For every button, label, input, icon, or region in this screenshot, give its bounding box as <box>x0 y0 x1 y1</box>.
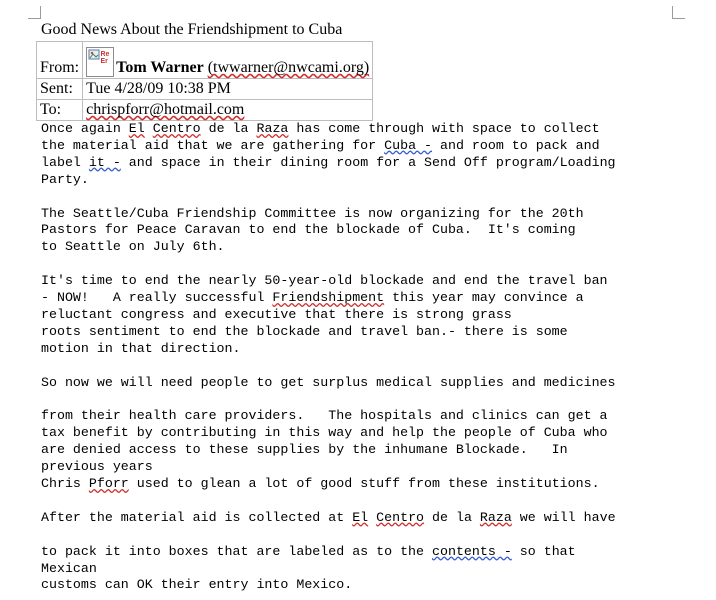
body-line <box>41 493 706 510</box>
photo-alt-line-1: Re <box>100 51 110 58</box>
body-line: from their health care providers. The hospitals and clinics can get a <box>41 408 608 424</box>
body-line: to pack it into boxes that are labeled as to the contents - so that <box>41 543 576 559</box>
page-corner-mark-left <box>28 6 41 19</box>
body-line: roots sentiment to end the blockade and travel ban.- there is some <box>41 323 568 339</box>
sender-email[interactable]: (twwarner@nwcami.org) <box>207 59 370 76</box>
broken-image-icon <box>87 48 113 76</box>
spelling-flag: El <box>352 509 369 525</box>
body-line <box>41 358 706 375</box>
sender-name: Tom Warner <box>116 59 204 76</box>
body-line: Mexican <box>41 560 97 576</box>
body-line: the material aid that we are gathering for Cuba - and room to pack and <box>41 137 600 153</box>
body-line: It's time to end the nearly 50-year-old blockade and end the travel ban <box>41 273 608 289</box>
spelling-flag: Pforr <box>88 476 129 492</box>
from-value <box>83 42 373 79</box>
body-line: are denied access to these supplies by the inhumane Blockade. In <box>41 442 568 458</box>
from-row <box>37 42 373 79</box>
spelling-flag: El <box>128 121 145 136</box>
spelling-flag: Raza <box>479 509 512 525</box>
body-line: label it - and space in their dining room for a Send Off program/Loading <box>41 154 616 170</box>
body-line: So now we will need people to get surplus medical supplies and medicines <box>41 374 616 390</box>
sent-value: Tue 4/28/09 10:38 PM <box>83 79 373 100</box>
sent-row <box>37 79 373 100</box>
grammar-flag: it - <box>88 154 121 170</box>
grammar-flag: Cuba - <box>384 137 433 153</box>
body-line: Once again El Centro de la Raza has come through with space to collect <box>41 121 600 136</box>
photo-alt-line-2: Er <box>100 58 109 65</box>
body-line: tax benefit by contributing in this way and help the people of Cuba who <box>41 425 608 441</box>
email-header-table <box>36 41 373 121</box>
page-corner-mark-right <box>672 6 685 19</box>
email-body <box>41 121 706 594</box>
from-label: From: <box>37 42 83 79</box>
body-line: reluctant congress and executive that there is strong grass <box>41 306 512 322</box>
body-line: to Seattle on July 6th. <box>41 239 225 255</box>
body-line: Pastors for Peace Caravan to end the blockade of Cuba. It's coming <box>41 222 576 238</box>
body-line: After the material aid is collected at El Centro de la Raza we will have <box>41 509 616 525</box>
grammar-flag: contents - <box>432 543 512 559</box>
body-line: Chris Pforr used to glean a lot of good stuff from these institutions. <box>41 476 600 492</box>
body-line: - NOW! A really successful Friendshipment this year may convince a <box>41 290 584 306</box>
email-subject: Good News About the Friendshipment to Cuba <box>41 21 343 38</box>
body-line <box>41 256 706 273</box>
to-label: To: <box>37 100 83 121</box>
spelling-flag: Friendshipment <box>272 290 385 306</box>
body-line: customs can OK their entry into Mexico. <box>41 577 353 593</box>
body-line <box>41 189 706 206</box>
spelling-flag: Centro <box>376 509 425 525</box>
body-line: previous years <box>41 459 153 475</box>
to-value[interactable]: chrispforr@hotmail.com <box>83 100 373 121</box>
body-line: The Seattle/Cuba Friendship Committee is now organizing for the 20th <box>41 205 584 221</box>
sent-label: Sent: <box>37 79 83 100</box>
body-line <box>41 527 706 544</box>
body-line: motion in that direction. <box>41 340 241 356</box>
sender-photo-placeholder[interactable] <box>86 47 114 77</box>
body-line <box>41 392 706 409</box>
to-row <box>37 100 373 121</box>
spelling-flag: Raza <box>256 121 289 136</box>
spelling-flag: Centro <box>152 121 201 136</box>
body-line: Party. <box>41 171 89 187</box>
